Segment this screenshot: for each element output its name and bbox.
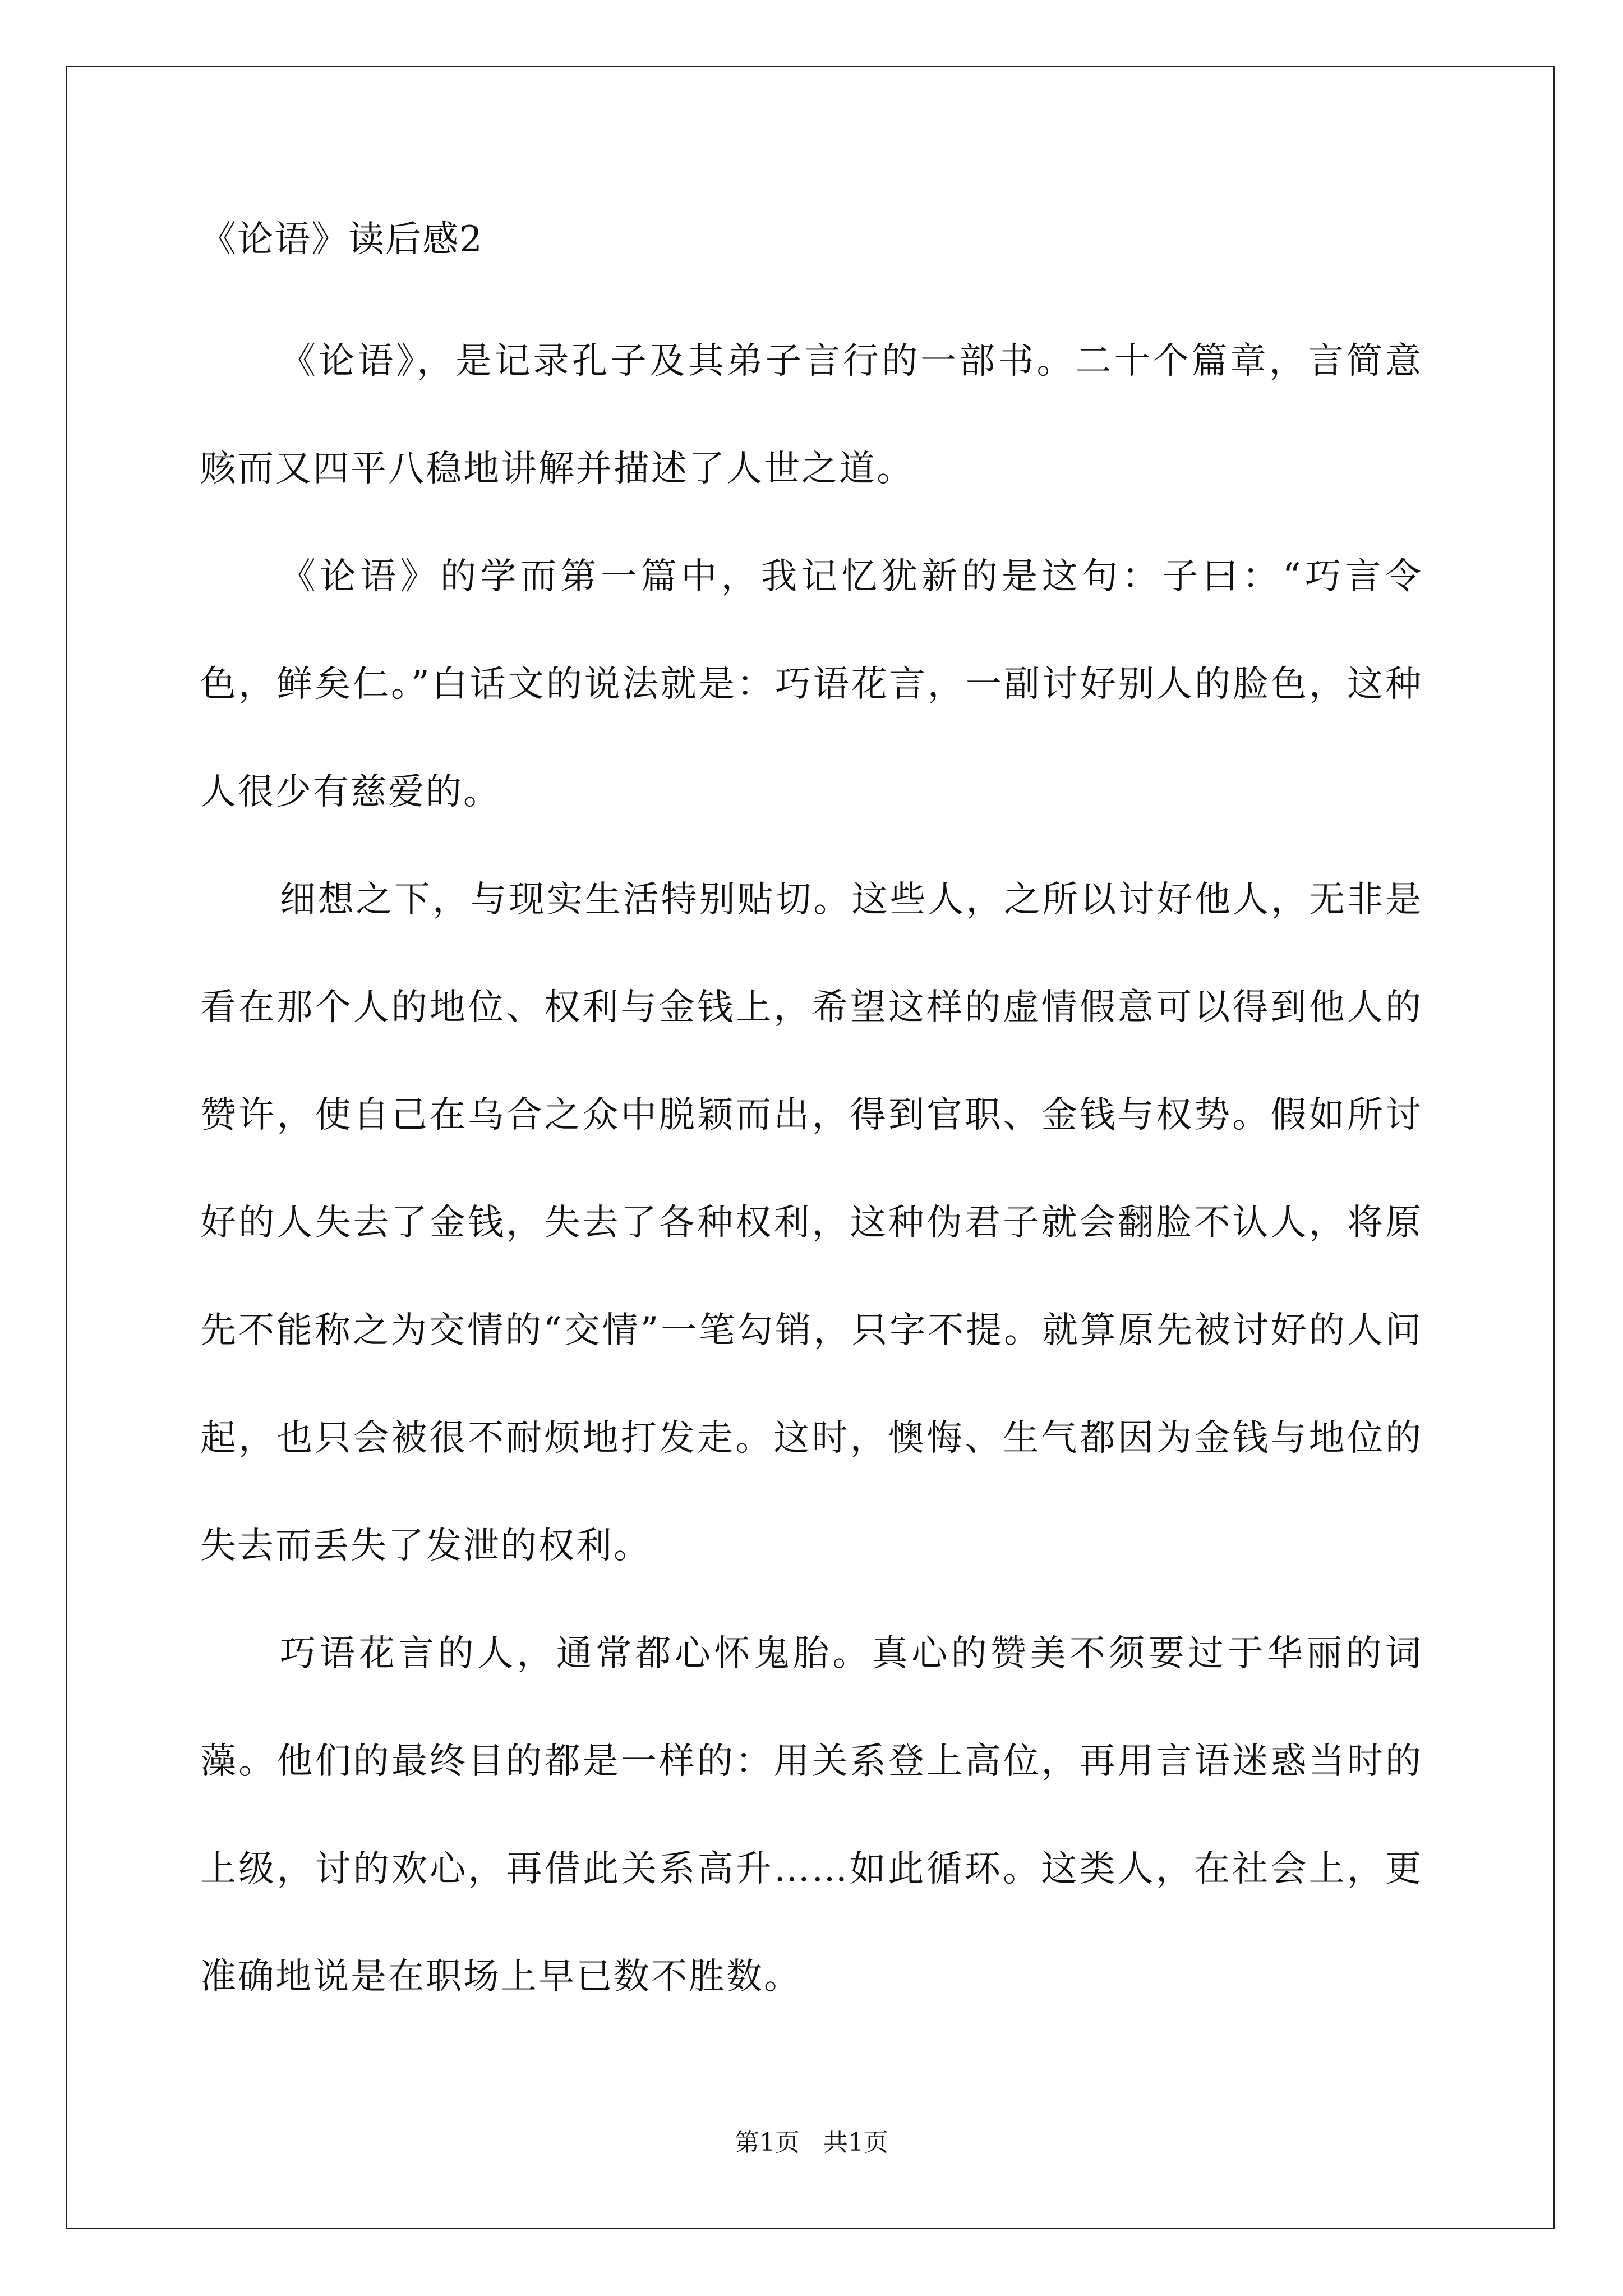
document-body [200, 213, 1423, 2031]
page-number-footer: 第1页 共1页 [735, 2128, 888, 2157]
paragraph-2: 《论语》的学而第一篇中，我记忆犹新的是这句：子曰：“巧言令色，鲜矣仁。”白话文的说法就是：巧语花言，一副讨好别人的脸色，这种人很少有慈爱的。 [200, 556, 1423, 813]
paragraph-4: 巧语花言的人，通常都心怀鬼胎。真心的赞美不须要过于华丽的词藻。他们的最终目的都是一样的：用关系登上高位，再用言语迷惑当时的上级，讨的欢心，再借此关系高升……如此循环。这类人，在社会上，更准确地说是在职场上早已数不胜数。 [200, 1633, 1423, 1998]
paragraph-3: 细想之下，与现实生活特别贴切。这些人，之所以讨好他人，无非是看在那个人的地位、权利与金钱上，希望这样的虚情假意可以得到他人的赞许，使自己在乌合之众中脱颖而出，得到官职、金钱与权势。假如所讨好的人失去了金钱，失去了各种权利，这种伪君子就会翻脸不认人，将原先不能称之为交情的“交情”一笔勾销，只字不提。就算原先被讨好的人问起，也只会被很不耐烦地打发走。这时，懊悔、生气都因为金钱与地位的失去而丢失了发泄的权利。 [200, 879, 1423, 1567]
document-title: 《论语》读后感2 [200, 219, 483, 260]
paragraph-1: 《论语》，是记录孔子及其弟子言行的一部书。二十个篇章，言简意赅而又四平八稳地讲解并描述了人世之道。 [200, 341, 1423, 490]
